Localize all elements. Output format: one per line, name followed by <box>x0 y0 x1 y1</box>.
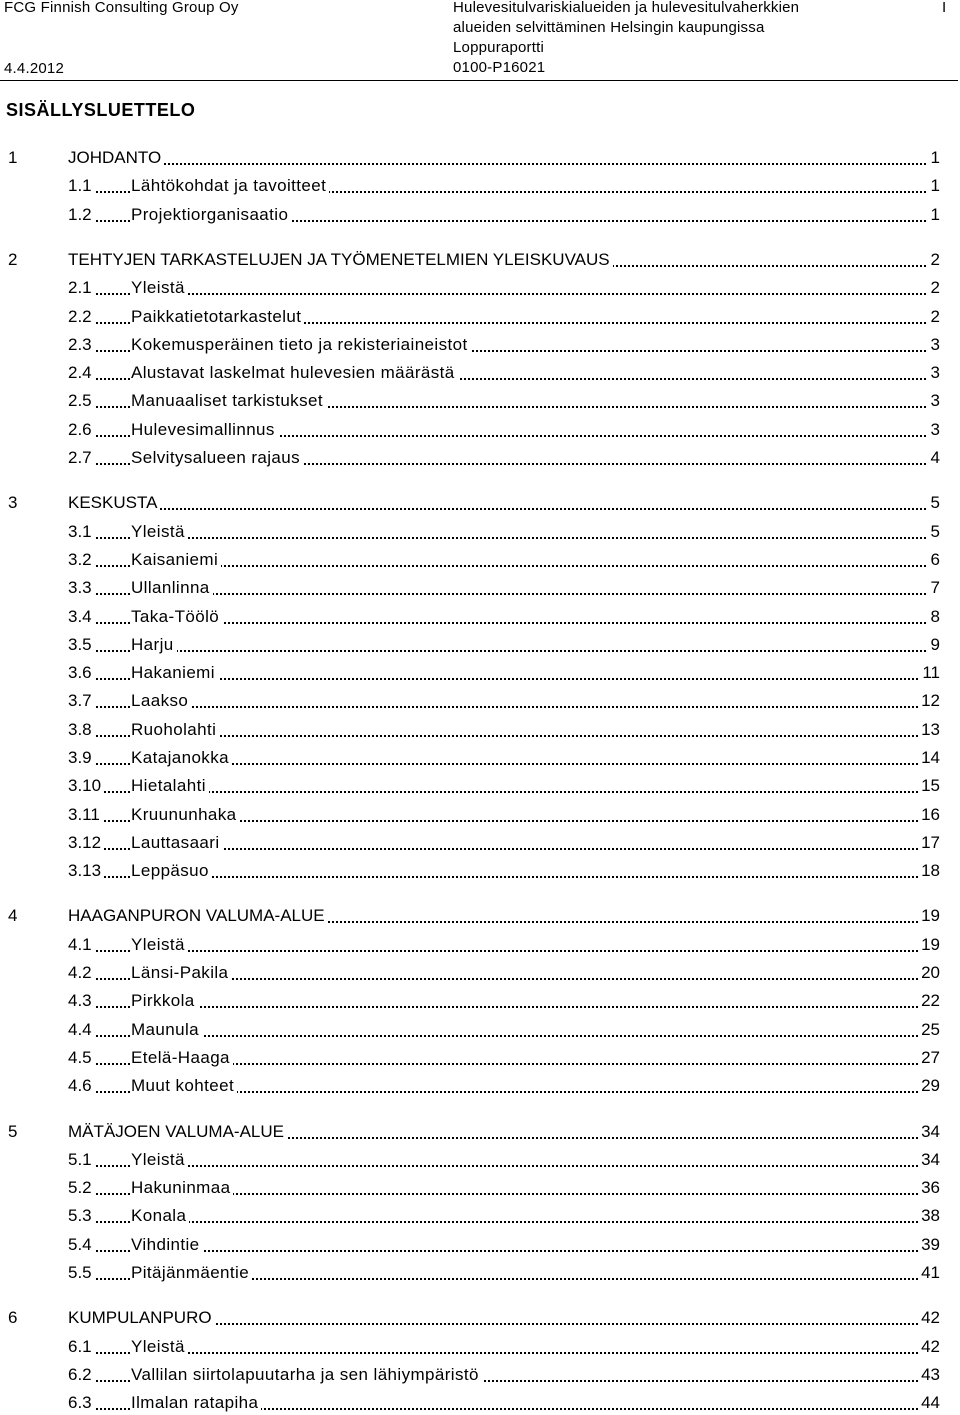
toc-entry-number: 5.4 <box>68 1233 95 1257</box>
toc-entry-page: 39 <box>918 1233 940 1257</box>
toc-entry-title: Yleistä <box>131 520 188 544</box>
toc-entry-title: Yleistä <box>131 933 188 957</box>
toc-entry-title: MÄTÄJOEN VALUMA-ALUE <box>68 1120 287 1144</box>
toc-subsection-entry[interactable] <box>0 933 960 957</box>
toc-entry-number: 2.5 <box>68 389 95 413</box>
toc-entry-page: 29 <box>918 1074 940 1098</box>
toc-section-entry[interactable] <box>0 1120 960 1144</box>
toc-subsection-entry[interactable] <box>0 1176 960 1200</box>
toc-subsection-entry[interactable] <box>0 633 960 657</box>
toc-subsection-entry[interactable] <box>0 576 960 600</box>
toc-entry-title: Taka-Töölö <box>131 605 222 629</box>
toc-entry-page: 8 <box>928 605 940 629</box>
header-report-title <box>453 0 893 78</box>
toc-subsection-entry[interactable] <box>0 661 960 685</box>
toc-entry-number: 4.6 <box>68 1074 95 1098</box>
toc-entry-title: Ilmalan ratapiha <box>131 1391 261 1415</box>
toc-entry-number: 3.1 <box>68 520 95 544</box>
toc-entry-page: 2 <box>928 248 940 272</box>
toc-dot-leader <box>68 1006 938 1008</box>
toc-entry-page: 27 <box>918 1046 940 1070</box>
toc-entry-title: Lähtökohdat ja tavoitteet <box>131 174 329 198</box>
toc-section-entry[interactable] <box>0 146 960 170</box>
toc-entry-title: Hulevesimallinnus <box>131 418 278 442</box>
toc-subsection-entry[interactable] <box>0 746 960 770</box>
toc-entry-title: Hakuninmaa <box>131 1176 233 1200</box>
toc-entry-number: 2.7 <box>68 446 95 470</box>
toc-entry-title: Hietalahti <box>131 774 209 798</box>
toc-entry-page: 36 <box>918 1176 940 1200</box>
toc-entry-number: 6.3 <box>68 1391 95 1415</box>
toc-subsection-entry[interactable] <box>0 718 960 742</box>
toc-entry-number: 6.2 <box>68 1363 95 1387</box>
toc-entry-number: 5.3 <box>68 1204 95 1228</box>
toc-entry-number: 3.12 <box>68 831 104 855</box>
toc-entry-title: Länsi-Pakila <box>131 961 231 985</box>
toc-entry-page: 44 <box>918 1391 940 1415</box>
toc-entry-page: 20 <box>918 961 940 985</box>
toc-section-entry[interactable] <box>0 904 960 928</box>
toc-entry-title: Leppäsuo <box>131 859 212 883</box>
toc-entry-number: 3.2 <box>68 548 95 572</box>
toc-subsection-entry[interactable] <box>0 361 960 385</box>
toc-entry-title: Vallilan siirtolapuutarha ja sen lähiympäristö <box>131 1363 482 1387</box>
header-page-number: I <box>942 0 947 16</box>
toc-dot-leader <box>68 950 938 952</box>
toc-entry-page: 22 <box>918 989 940 1013</box>
toc-entry-title: Muut kohteet <box>131 1074 237 1098</box>
toc-entry-number: 4.3 <box>68 989 95 1013</box>
toc-dot-leader <box>68 1352 938 1354</box>
header-project-number: 0100-P16021 <box>453 59 546 76</box>
toc-entry-number: 3.9 <box>68 746 95 770</box>
toc-entry-title: Pirkkola <box>131 989 198 1013</box>
toc-entry-title: Yleistä <box>131 276 188 300</box>
toc-entry-number: 4 <box>8 904 20 928</box>
toc-entry-number: 1 <box>8 146 20 170</box>
header-company: FCG Finnish Consulting Group Oy <box>4 0 239 16</box>
toc-subsection-entry[interactable] <box>0 520 960 544</box>
toc-subsection-entry[interactable] <box>0 1148 960 1172</box>
toc-section-entry[interactable] <box>0 491 960 515</box>
header-title-line: Loppuraportti <box>453 39 544 56</box>
toc-subsection-entry[interactable] <box>0 1046 960 1070</box>
toc-entry-title: Yleistä <box>131 1335 188 1359</box>
toc-subsection-entry[interactable] <box>0 1261 960 1285</box>
toc-entry-title: Vihdintie <box>131 1233 203 1257</box>
toc-dot-leader <box>68 706 938 708</box>
toc-entry-page: 2 <box>928 305 940 329</box>
toc-entry-number: 4.1 <box>68 933 95 957</box>
toc-entry-number: 3.3 <box>68 576 95 600</box>
toc-entry-title: Kaisaniemi <box>131 548 221 572</box>
toc-dot-leader <box>68 163 938 165</box>
toc-dot-leader <box>68 650 938 652</box>
toc-subsection-entry[interactable] <box>0 305 960 329</box>
toc-entry-page: 12 <box>918 689 940 713</box>
toc-entry-title: KUMPULANPURO <box>68 1306 215 1330</box>
toc-entry-number: 6 <box>8 1306 20 1330</box>
toc-entry-number: 3.6 <box>68 661 95 685</box>
toc-dot-leader <box>68 293 938 295</box>
toc-entry-number: 3 <box>8 491 20 515</box>
toc-entry-number: 2.1 <box>68 276 95 300</box>
toc-entry-number: 3.4 <box>68 605 95 629</box>
toc-entry-page: 42 <box>918 1306 940 1330</box>
toc-entry-page: 38 <box>918 1204 940 1228</box>
toc-subsection-entry[interactable] <box>0 1074 960 1098</box>
toc-entry-page: 34 <box>918 1120 940 1144</box>
toc-entry-title: Lauttasaari <box>131 831 223 855</box>
toc-entry-page: 15 <box>918 774 940 798</box>
toc-title: SISÄLLYSLUETTELO <box>6 100 196 120</box>
toc-entry-page: 42 <box>918 1335 940 1359</box>
toc-entry-page: 1 <box>928 174 940 198</box>
toc-entry-number: 2.6 <box>68 418 95 442</box>
toc-subsection-entry[interactable] <box>0 1391 960 1415</box>
toc-entry-number: 3.11 <box>68 803 103 827</box>
toc-entry-title: Projektiorganisaatio <box>131 203 291 227</box>
toc-entry-number: 5.1 <box>68 1148 95 1172</box>
toc-entry-number: 5 <box>8 1120 20 1144</box>
toc-entry-page: 5 <box>928 491 940 515</box>
toc-subsection-entry[interactable] <box>0 1233 960 1257</box>
toc-entry-page: 16 <box>918 803 940 827</box>
toc-subsection-entry[interactable] <box>0 1018 960 1042</box>
toc-subsection-entry[interactable] <box>0 174 960 198</box>
toc-entry-title: Maunula <box>131 1018 202 1042</box>
toc-subsection-entry[interactable] <box>0 1363 960 1387</box>
toc-entry-page: 3 <box>928 333 940 357</box>
toc-entry-page: 17 <box>918 831 940 855</box>
toc-entry-page: 19 <box>918 904 940 928</box>
toc-entry-page: 5 <box>928 520 940 544</box>
toc-subsection-entry[interactable] <box>0 774 960 798</box>
toc-entry-number: 4.2 <box>68 961 95 985</box>
toc-section-entry[interactable] <box>0 1306 960 1330</box>
toc-entry-title: Ruoholahti <box>131 718 219 742</box>
toc-entry-page: 13 <box>918 718 940 742</box>
toc-entry-page: 3 <box>928 418 940 442</box>
toc-entry-page: 41 <box>918 1261 940 1285</box>
toc-entry-number: 1.2 <box>68 203 95 227</box>
header-divider <box>0 80 958 81</box>
toc-entry-page: 6 <box>928 548 940 572</box>
toc-subsection-entry[interactable] <box>0 1335 960 1359</box>
header-date: 4.4.2012 <box>4 60 64 77</box>
toc-entry-number: 2 <box>8 248 20 272</box>
toc-entry-title: Selvitysalueen rajaus <box>131 446 303 470</box>
toc-entry-number: 3.10 <box>68 774 104 798</box>
toc-entry-number: 5.5 <box>68 1261 95 1285</box>
toc-entry-title: Hakaniemi <box>131 661 218 685</box>
toc-subsection-entry[interactable] <box>0 803 960 827</box>
toc-subsection-entry[interactable] <box>0 689 960 713</box>
toc-entry-page: 11 <box>919 661 940 685</box>
toc-subsection-entry[interactable] <box>0 446 960 470</box>
toc-subsection-entry[interactable] <box>0 203 960 227</box>
toc-subsection-entry[interactable] <box>0 418 960 442</box>
toc-entry-page: 3 <box>928 389 940 413</box>
toc-entry-title: Manuaaliset tarkistukset <box>131 389 326 413</box>
toc-entry-page: 3 <box>928 361 940 385</box>
toc-entry-number: 3.7 <box>68 689 95 713</box>
toc-entry-number: 4.4 <box>68 1018 95 1042</box>
toc-subsection-entry[interactable] <box>0 605 960 629</box>
toc-subsection-entry[interactable] <box>0 989 960 1013</box>
toc-entry-title: TEHTYJEN TARKASTELUJEN JA TYÖMENETELMIEN YLEISKUVAUS <box>68 248 613 272</box>
toc-entry-page: 7 <box>928 576 940 600</box>
toc-entry-number: 3.8 <box>68 718 95 742</box>
toc-entry-title: Kruununhaka <box>131 803 240 827</box>
toc-entry-title: Alustavat laskelmat hulevesien määrästä <box>131 361 458 385</box>
toc-entry-page: 9 <box>928 633 940 657</box>
toc-entry-number: 2.2 <box>68 305 95 329</box>
toc-entry-title: HAAGANPURON VALUMA-ALUE <box>68 904 328 928</box>
toc-entry-page: 14 <box>918 746 940 770</box>
toc-entry-page: 1 <box>928 203 940 227</box>
toc-entry-number: 2.3 <box>68 333 95 357</box>
toc-subsection-entry[interactable] <box>0 333 960 357</box>
toc-dot-leader <box>68 1221 938 1223</box>
toc-entry-page: 34 <box>918 1148 940 1172</box>
toc-entry-title: Konala <box>131 1204 189 1228</box>
toc-entry-title: KESKUSTA <box>68 491 160 515</box>
toc-entry-title: Yleistä <box>131 1148 188 1172</box>
toc-subsection-entry[interactable] <box>0 548 960 572</box>
toc-subsection-entry[interactable] <box>0 831 960 855</box>
toc-entry-page: 19 <box>918 933 940 957</box>
toc-dot-leader <box>68 1165 938 1167</box>
toc-entry-page: 18 <box>918 859 940 883</box>
toc-entry-title: Pitäjänmäentie <box>131 1261 252 1285</box>
header-title-line: alueiden selvittäminen Helsingin kaupungissa <box>453 19 765 36</box>
toc-entry-number: 2.4 <box>68 361 95 385</box>
toc-entry-title: JOHDANTO <box>68 146 164 170</box>
toc-entry-title: Kokemusperäinen tieto ja rekisteriaineistot <box>131 333 471 357</box>
toc-entry-page: 2 <box>928 276 940 300</box>
toc-entry-page: 43 <box>918 1363 940 1387</box>
toc-subsection-entry[interactable] <box>0 389 960 413</box>
toc-entry-title: Paikkatietotarkastelut <box>131 305 304 329</box>
toc-entry-title: Laakso <box>131 689 191 713</box>
toc-entry-number: 4.5 <box>68 1046 95 1070</box>
toc-section-entry[interactable] <box>0 248 960 272</box>
toc-dot-leader <box>68 508 938 510</box>
toc-entry-page: 25 <box>918 1018 940 1042</box>
toc-entry-title: Katajanokka <box>131 746 232 770</box>
toc-entry-number: 1.1 <box>68 174 95 198</box>
toc-dot-leader <box>68 537 938 539</box>
toc-entry-number: 3.5 <box>68 633 95 657</box>
toc-entry-page: 1 <box>928 146 940 170</box>
toc-subsection-entry[interactable] <box>0 276 960 300</box>
toc-entry-page: 4 <box>928 446 940 470</box>
toc-entry-number: 3.13 <box>68 859 104 883</box>
toc-subsection-entry[interactable] <box>0 859 960 883</box>
toc-subsection-entry[interactable] <box>0 961 960 985</box>
toc-subsection-entry[interactable] <box>0 1204 960 1228</box>
toc-entry-number: 5.2 <box>68 1176 95 1200</box>
toc-entry-number: 6.1 <box>68 1335 95 1359</box>
toc-entry-title: Etelä-Haaga <box>131 1046 233 1070</box>
toc-entry-title: Ullanlinna <box>131 576 213 600</box>
toc-entry-title: Harju <box>131 633 177 657</box>
header-title-line: Hulevesitulvariskialueiden ja hulevesitulvaherkkien <box>453 0 800 16</box>
